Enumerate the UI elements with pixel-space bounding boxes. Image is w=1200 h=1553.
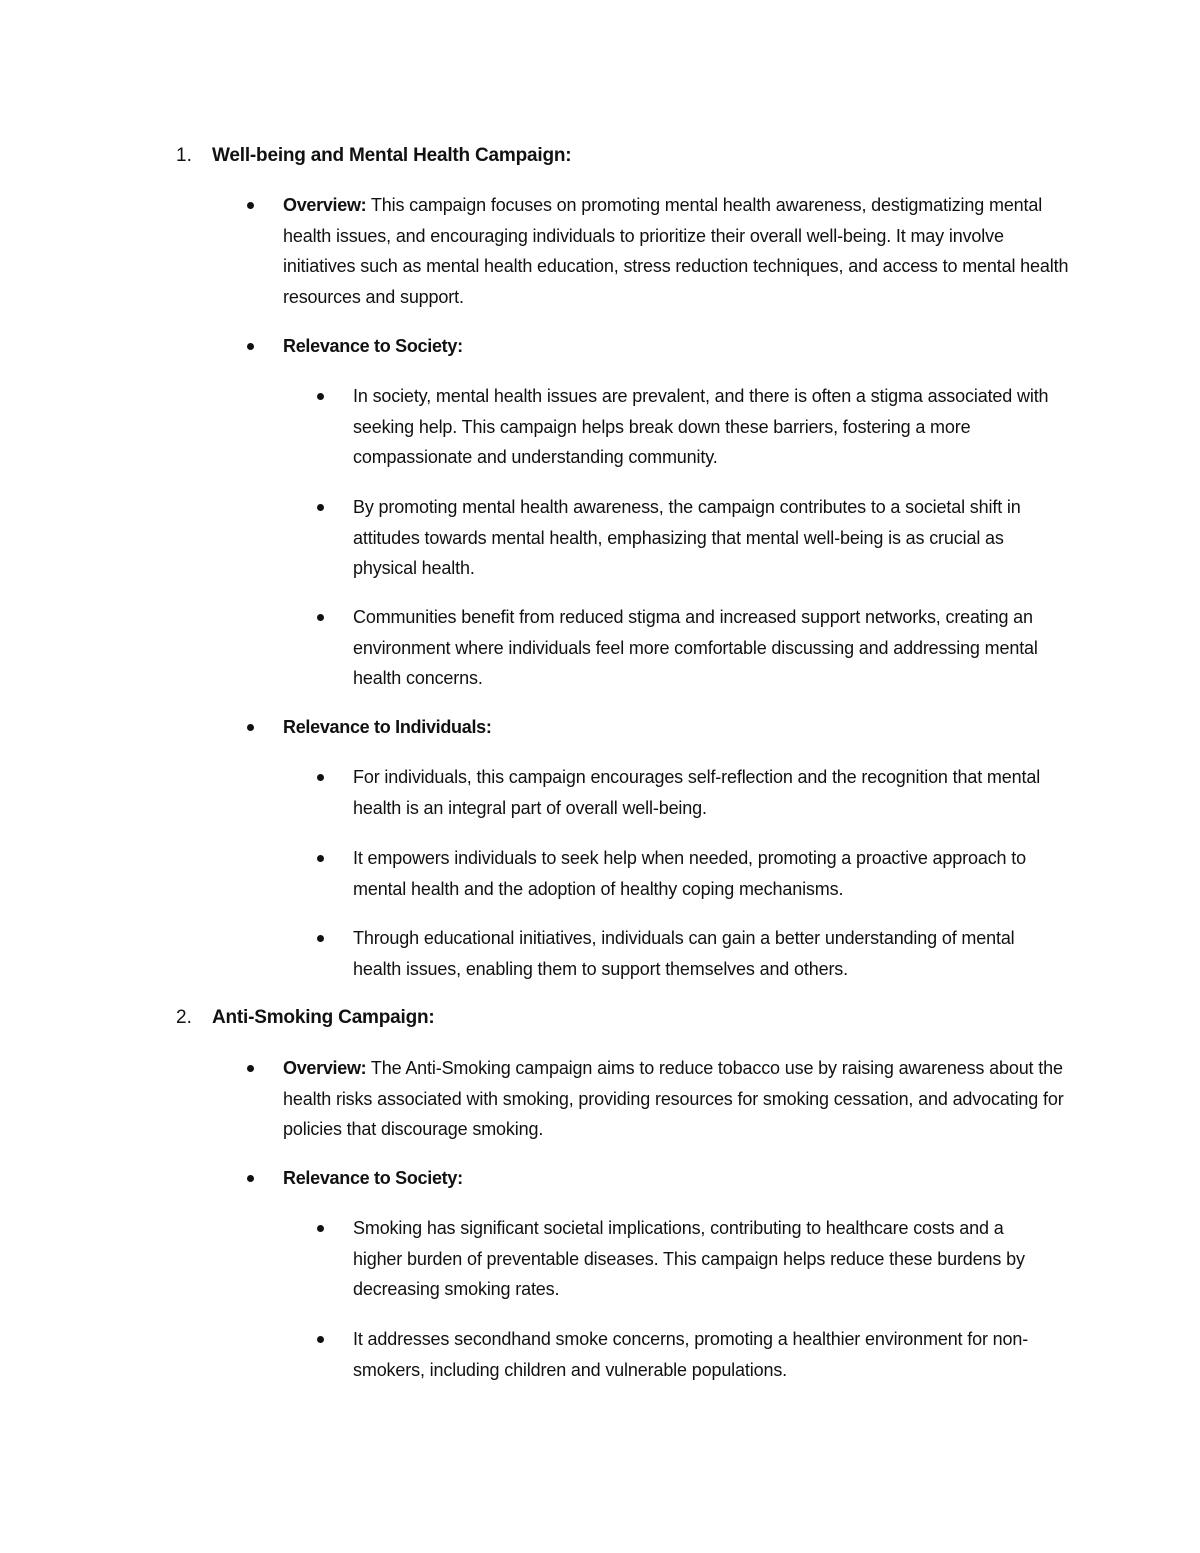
list-item: Through educational initiatives, individuals can gain a better understanding of mental health issues, enabling them to support themselves and others. [353,928,1015,979]
bullet-icon [247,343,254,350]
bullet-icon [317,935,324,942]
bullet-icon [317,1225,324,1232]
section-1-society-heading: Relevance to Society: [283,336,463,356]
overview-text: The Anti-Smoking campaign aims to reduce tobacco use by raising awareness about the health risks associated with smoking, providing resources for smoking cessation, and advocating for policies that discourage smoking. [283,1058,1064,1139]
section-1-title [176,141,571,172]
list-item: It addresses secondhand smoke concerns, promoting a healthier environment for non-smokers, including children and vulnerable populations. [353,1329,1029,1380]
section-2-number: 2. [176,1007,192,1028]
bullet-icon [317,614,324,621]
overview-label: Overview: [283,195,367,215]
list-item: Smoking has significant societal implications, contributing to healthcare costs and a higher burden of preventable diseases. This campaign helps reduce these burdens by decreasing smoking rates. [353,1218,1025,1299]
bullet-icon [317,1336,324,1343]
list-item: For individuals, this campaign encourages self-reflection and the recognition that mental health is an integral part of overall well-being. [353,767,1041,818]
section-1-heading: Well-being and Mental Health Campaign: [212,145,572,166]
overview-label: Overview: [283,1058,367,1078]
list-item: By promoting mental health awareness, the campaign contributes to a societal shift in attitudes towards mental health, emphasizing that mental well-being is as crucial as physical health. [353,497,1021,578]
section-2-heading: Anti-Smoking Campaign: [212,1007,435,1028]
bullet-icon [247,1175,254,1182]
list-item: In society, mental health issues are prevalent, and there is often a stigma associated with seeking help. This campaign helps break down these barriers, fostering a more compassionate and understanding community. [353,386,1049,467]
bullet-icon [317,855,324,862]
overview-text: This campaign focuses on promoting mental health awareness, destigmatizing mental health issues, and encouraging individuals to prioritize their overall well-being. It may involve initiatives such as mental health education, stress reduction techniques, and access to mental health resources and support. [283,195,1069,307]
bullet-icon [247,202,254,209]
bullet-icon [317,504,324,511]
section-1-overview [283,190,1073,312]
section-2-overview [283,1053,1073,1145]
bullet-icon [317,774,324,781]
list-item: It empowers individuals to seek help when needed, promoting a proactive approach to mental health and the adoption of healthy coping mechanisms. [353,848,1026,899]
section-1-number: 1. [176,145,192,166]
bullet-icon [247,1065,254,1072]
list-item: Communities benefit from reduced stigma and increased support networks, creating an environment where individuals feel more comfortable discussing and addressing mental health concerns. [353,607,1038,688]
bullet-icon [317,393,324,400]
section-1-individuals-heading: Relevance to Individuals: [283,717,492,737]
bullet-icon [247,724,254,731]
section-2-society-heading: Relevance to Society: [283,1168,463,1188]
section-2-title [176,1003,435,1034]
